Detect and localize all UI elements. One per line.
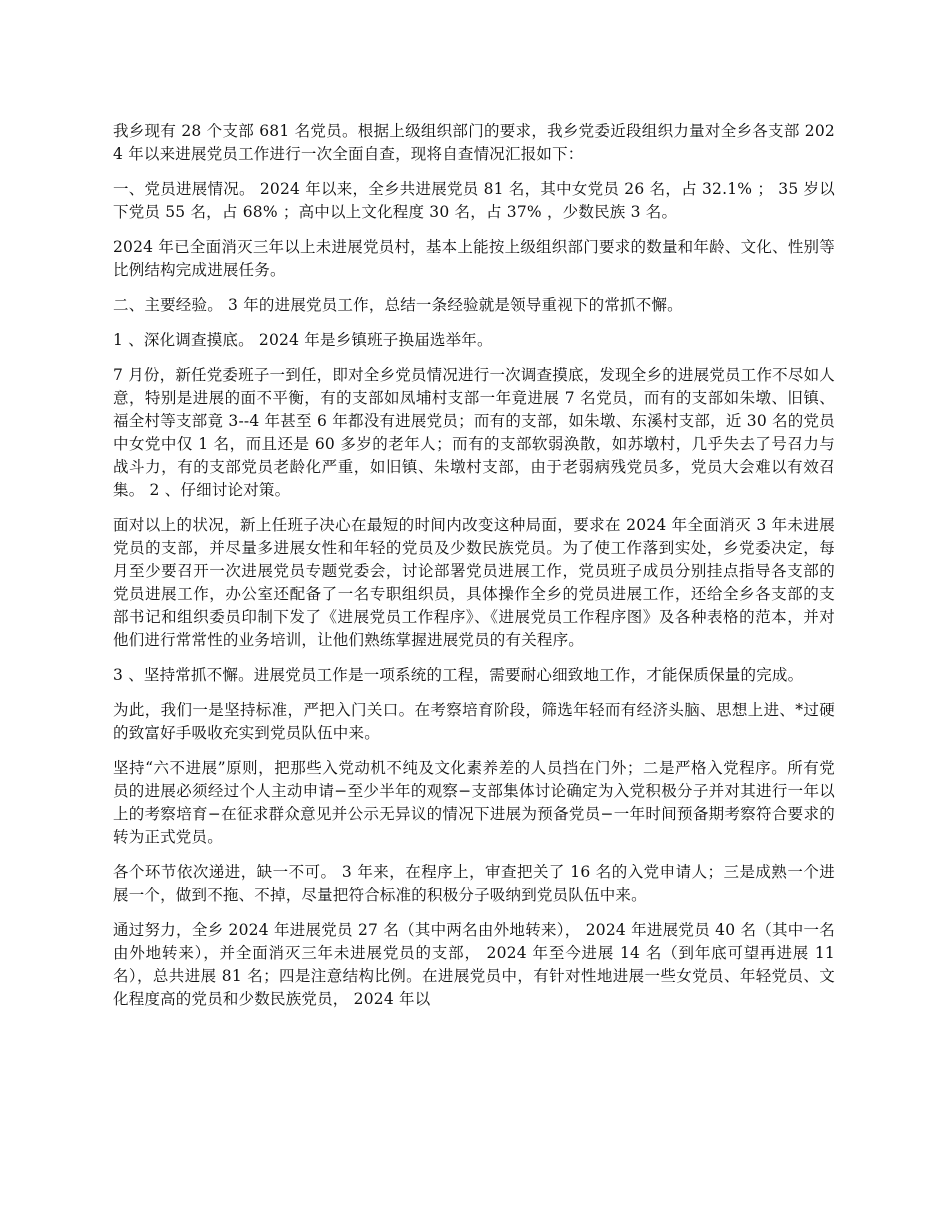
paragraph-investigation: 7 月份，新任党委班子一到任，即对全乡党员情况进行一次调查摸底，发现全乡的进展党员工作不尽如人意，特别是进展的面不平衡，有的支部如凤埔村支部一年竟进展 7 名党员，而有的支部如朱墩、旧镇、福全村等支部竟 3--4 年甚至 6 年都没有进展党员；而有的支部，如朱墩、东溪村支部，近 30 名的党员中女党中仅 1 名，而且还是 60 多岁的老年人；而有的支部软弱涣散，如苏墩村，几乎失去了号召力与战斗力，有的支部党员老龄化严重，如旧镇、朱墩村支部，由于老弱病残党员多，党员大会难以有效召集。 2 、仔细讨论对策。 <box>113 366 835 499</box>
paragraph-section-1: 一、党员进展情况。 2024 年以来，全乡共进展党员 81 名，其中女党员 26 名，占 32.1% ； 35 岁以下党员 55 名，占 68% ；高中以上文化程度 30 名，占 37% ，少数民族 3 名。 <box>113 180 835 221</box>
paragraph-procedure: 坚持“六不进展”原则，把那些入党动机不纯及文化素养差的人员挡在门外；二是严格入党程序。所有党员的进展必须经过个人主动申请−至少半年的观察−支部集体讨论确定为入党积极分子并对其进行一年以上的考察培育−在征求群众意见并公示无异议的情况下进展为预备党员−一年时间预备期考察符合要求的转为正式党员。 <box>113 759 835 846</box>
paragraph-section-2: 二、主要经验。 3 年的进展党员工作，总结一条经验就是领导重视下的常抓不懈。 <box>113 296 683 314</box>
paragraph-countermeasures: 面对以上的状况，新上任班子决心在最短的时间内改变这种局面，要求在 2024 年全面消灭 3 年未进展党员的支部，并尽量多进展女性和年轻的党员及少数民族党员。为了使工作落到实处，乡党委决定，每月至少要召开一次进展党员专题党委会，讨论部署党员进展工作，党员班子成员分别挂点指导各支部的党员进展工作，办公室还配备了一名专职组织员，具体操作全乡的党员进展工作，还给全乡各支部的支部书记和组织委员印制下发了《进展党员工作程序》、《进展党员工作程序图》及各种表格的范本，并对他们进行常常性的业务培训，让他们熟练掌握进展党员的有关程序。 <box>113 516 835 649</box>
paragraph-intro: 我乡现有 28 个支部 681 名党员。根据上级组织部门的要求，我乡党委近段组织力量对全乡各支部 2024 年以来进展党员工作进行一次全面自查，现将自查情况汇报如下： <box>113 122 835 163</box>
paragraph-review: 各个环节依次递进，缺一不可。 3 年来，在程序上，审查把关了 16 名的入党申请人；三是成熟一个进展一个，做到不拖、不掉，尽量把符合标准的积极分子吸纳到党员队伍中来。 <box>113 863 835 904</box>
paragraph-section-1-summary: 2024 年已全面消灭三年以上未进展党员村，基本上能按上级组织部门要求的数量和年龄、文化、性别等比例结构完成进展任务。 <box>113 238 835 279</box>
paragraph-standards: 为此，我们一是坚持标准，严把入门关口。在考察培育阶段，筛选年轻而有经济头脑、思想上进、*过硬的致富好手吸收充实到党员队伍中来。 <box>113 701 835 742</box>
paragraph-item-3: 3 、坚持常抓不懈。进展党员工作是一项系统的工程，需要耐心细致地工作，才能保质保量的完成。 <box>113 666 804 684</box>
document-body <box>113 120 835 1023</box>
paragraph-results: 通过努力，全乡 2024 年进展党员 27 名（其中两名由外地转来）， 2024 年进展党员 40 名（其中一名由外地转来），并全面消灭三年未进展党员的支部， 2024 年至今进展 14 名（到年底可望再进展 11 名），总共进展 81 名；四是注意结构比例。在进展党员中，有针对性地进展一些女党员、年轻党员、文化程度高的党员和少数民族党员， 2024 年以 <box>113 921 835 1008</box>
paragraph-item-1: 1 、深化调查摸底。 2024 年是乡镇班子换届选举年。 <box>113 331 493 349</box>
